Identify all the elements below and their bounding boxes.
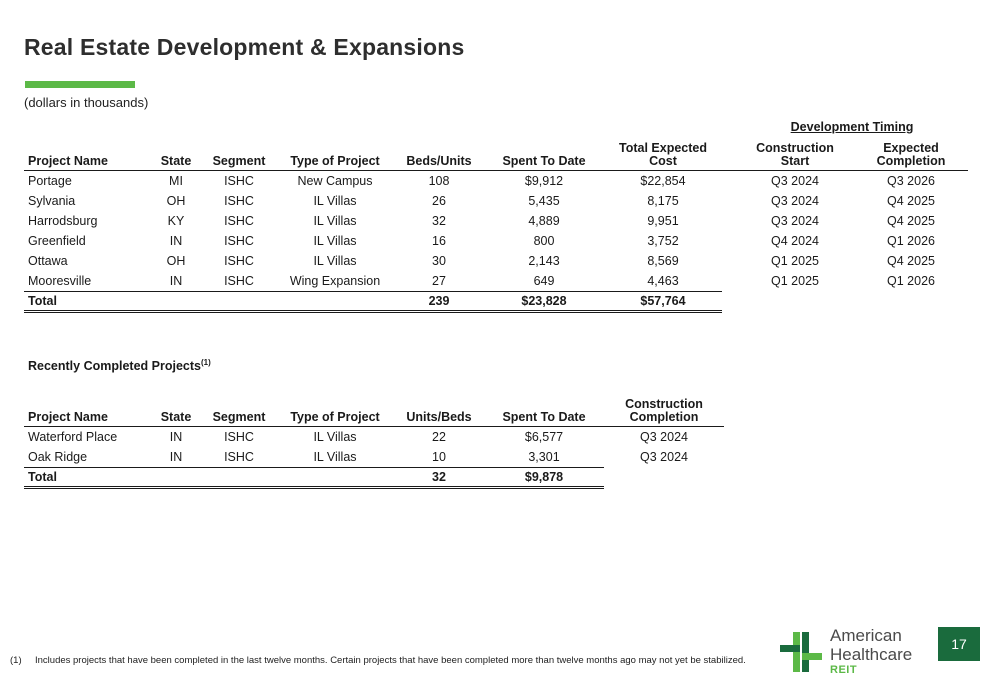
footnote-mark: (1): [10, 655, 22, 666]
cross-logo-icon: [780, 632, 822, 672]
table-row: Harrodsburg KY ISHC IL Villas 32 4,889 9,951 Q3 2024 Q4 2025: [28, 213, 935, 228]
units-note: (dollars in thousands): [24, 95, 149, 110]
col-total-cost: Total Expected Cost: [604, 134, 722, 170]
col-construction-completion: Construction Completion: [604, 396, 724, 426]
col-state: State: [150, 396, 202, 426]
footnote-text: Includes projects that have been completed in the last twelve months. Certain projects that have been completed more than twelve months ago may not yet be stabilized.: [35, 655, 746, 666]
col-project-name: Project Name: [24, 396, 150, 426]
col-project-name: Project Name: [24, 134, 150, 170]
table-row: Mooresville IN ISHC Wing Expansion 27 649 4,463 Q1 2025 Q1 2026: [28, 273, 935, 288]
table-row: Oak Ridge IN ISHC IL Villas 10 3,301 Q3 2024: [28, 449, 688, 464]
col-type: Type of Project: [276, 134, 394, 170]
table-row: Sylvania OH ISHC IL Villas 26 5,435 8,175 Q3 2024 Q4 2025: [28, 193, 935, 208]
logo-reit: REIT: [830, 664, 858, 676]
col-construction-start: Construction Start: [736, 134, 854, 170]
table-row: Ottawa OH ISHC IL Villas 30 2,143 8,569 Q1 2025 Q4 2025: [28, 253, 935, 268]
completed-projects-title: Recently Completed Projects$^{(1)}$: [28, 358, 211, 374]
company-logo: [780, 626, 930, 682]
col-type: Type of Project: [276, 396, 394, 426]
completed-projects-table: [24, 396, 724, 489]
logo-wordmark: American Healthcare: [830, 626, 913, 664]
total-row: Total 32 $9,878: [24, 467, 724, 487]
development-timing-header: Development Timing: [790, 120, 914, 134]
table-row: Waterford Place IN ISHC IL Villas 22 $6,577 Q3 2024: [28, 429, 688, 444]
table-row: Greenfield IN ISHC IL Villas 16 800 3,752 Q4 2024 Q1 2026: [28, 233, 935, 248]
col-expected-completion: Expected Completion: [854, 134, 968, 170]
page-title: Real Estate Development & Expansions: [24, 34, 465, 60]
page-number: 17: [938, 627, 980, 661]
col-spent: Spent To Date: [484, 134, 604, 170]
col-segment: Segment: [202, 134, 276, 170]
footnote: [10, 654, 770, 667]
table-row: Portage MI ISHC New Campus 108 $9,912 $22,854 Q3 2024 Q3 2026: [28, 173, 935, 188]
col-beds-units: Beds/Units: [394, 134, 484, 170]
col-spent: Spent To Date: [484, 396, 604, 426]
col-state: State: [150, 134, 202, 170]
development-table: [24, 118, 968, 313]
col-units-beds: Units/Beds: [394, 396, 484, 426]
col-segment: Segment: [202, 396, 276, 426]
title-accent-bar: [25, 81, 135, 88]
total-row: Total 239 $23,828 $57,764: [24, 291, 968, 311]
